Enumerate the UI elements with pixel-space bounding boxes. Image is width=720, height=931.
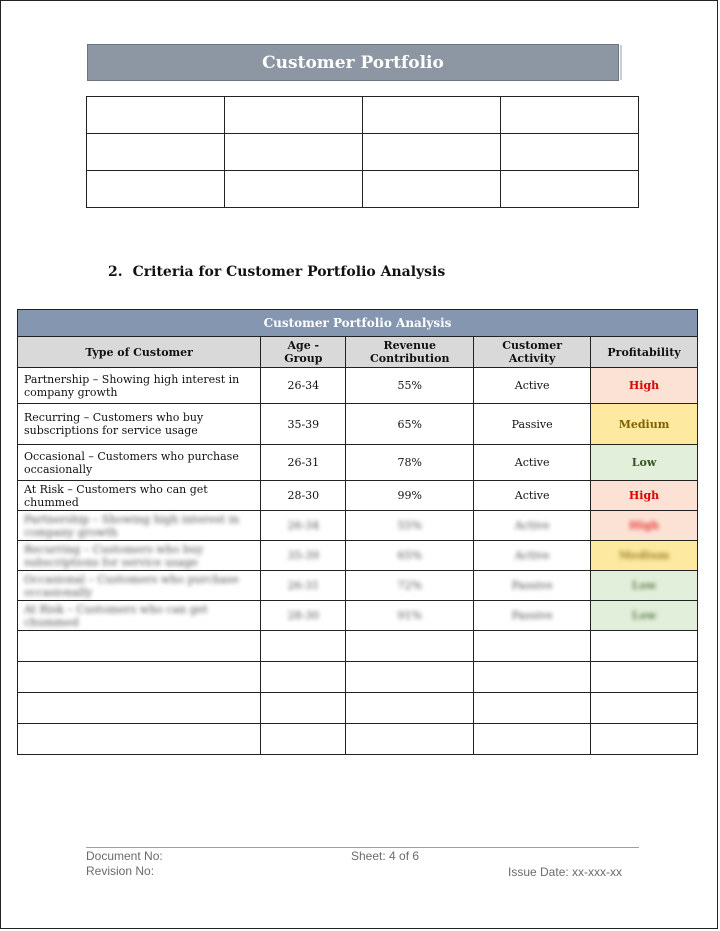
table-row — [18, 481, 698, 511]
issue-date: Issue Date: xx-xxx-xx — [508, 865, 623, 879]
table-cell — [591, 693, 698, 724]
section-heading — [108, 264, 445, 280]
table-cell — [591, 662, 698, 693]
table-row — [87, 134, 639, 171]
cell-age: 35-39 — [261, 404, 346, 445]
cell-age: 28-30 — [261, 481, 346, 511]
blurred-text: Active — [514, 519, 550, 532]
cell-type: Recurring – Customers who buy subscriptions for service usage — [18, 404, 261, 445]
header-customer-activity: Customer Activity — [474, 337, 591, 368]
cell-age: 26-31 — [261, 445, 346, 481]
table-cell — [224, 97, 362, 134]
table-row — [18, 404, 698, 445]
blurred-text: 91% — [397, 609, 422, 622]
cell-age — [261, 571, 346, 601]
cell-type — [18, 541, 261, 571]
table-cell — [224, 134, 362, 171]
table-caption-row — [18, 310, 698, 337]
cell-profitability — [591, 571, 698, 601]
blurred-text: Low — [631, 579, 657, 592]
cell-activity: Active — [474, 368, 591, 404]
cell-profitability: Low — [591, 445, 698, 481]
cell-type — [18, 511, 261, 541]
table-cell — [474, 724, 591, 755]
table-cell — [591, 724, 698, 755]
table-cell — [224, 171, 362, 208]
table-header-row — [18, 337, 698, 368]
blurred-text: 72% — [397, 579, 422, 592]
cell-profitability — [591, 541, 698, 571]
table-row — [18, 601, 698, 631]
section-number: 2. — [108, 264, 123, 280]
cell-type: Partnership – Showing high interest in company growth — [18, 368, 261, 404]
header-profitability: Profitability — [591, 337, 698, 368]
blurred-text: 65% — [397, 549, 422, 562]
banner-title: Customer Portfolio — [262, 52, 444, 73]
table-row — [18, 445, 698, 481]
blurred-text: 28-30 — [287, 609, 320, 622]
table-cell — [346, 724, 474, 755]
table-cell — [501, 171, 639, 208]
cell-activity — [474, 511, 591, 541]
cell-profitability — [591, 511, 698, 541]
table-cell — [87, 171, 225, 208]
cell-type: Occasional – Customers who purchase occasionally — [18, 445, 261, 481]
portfolio-banner — [87, 44, 619, 81]
cell-profitability: Medium — [591, 404, 698, 445]
table-cell — [591, 631, 698, 662]
cell-age — [261, 541, 346, 571]
table-cell — [346, 662, 474, 693]
table-caption: Customer Portfolio Analysis — [18, 310, 698, 337]
blurred-text: 26-31 — [287, 579, 320, 592]
blurred-text: 26-34 — [287, 519, 320, 532]
table-row — [18, 368, 698, 404]
blurred-text: High — [628, 519, 660, 532]
table-cell — [362, 171, 501, 208]
table-cell — [18, 662, 261, 693]
blurred-text: Recurring – Customers who buy subscriptions for service usage — [24, 542, 204, 569]
table-cell — [18, 724, 261, 755]
blurred-text: Passive — [511, 609, 553, 622]
table-row — [87, 171, 639, 208]
empty-row — [18, 693, 698, 724]
cell-revenue: 99% — [346, 481, 474, 511]
table-cell — [87, 134, 225, 171]
empty-row — [18, 631, 698, 662]
cell-age — [261, 511, 346, 541]
cell-type — [18, 571, 261, 601]
cell-revenue: 65% — [346, 404, 474, 445]
table-row — [18, 571, 698, 601]
table-row — [18, 541, 698, 571]
table-cell — [18, 693, 261, 724]
footer-divider — [86, 847, 639, 848]
cell-revenue: 55% — [346, 368, 474, 404]
blurred-text: 35-39 — [287, 549, 320, 562]
header-age-group: Age - Group — [261, 337, 346, 368]
cell-activity: Passive — [474, 404, 591, 445]
cell-activity — [474, 601, 591, 631]
table-cell — [261, 693, 346, 724]
cell-age: 26-34 — [261, 368, 346, 404]
empty-row — [18, 662, 698, 693]
document-number: Document No: — [86, 849, 163, 863]
table-cell — [474, 693, 591, 724]
table-cell — [474, 662, 591, 693]
cell-activity — [474, 571, 591, 601]
cell-type: At Risk – Customers who can get chummed — [18, 481, 261, 511]
cell-profitability — [591, 601, 698, 631]
cell-revenue — [346, 601, 474, 631]
table-cell — [87, 97, 225, 134]
table-cell — [501, 97, 639, 134]
blurred-text: At Risk – Customers who can get chummed — [24, 602, 208, 629]
table-cell — [362, 134, 501, 171]
table-cell — [18, 631, 261, 662]
header-revenue-contribution: Revenue Contribution — [346, 337, 474, 368]
sheet-number: Sheet: 4 of 6 — [351, 849, 420, 863]
blurred-text: 55% — [397, 519, 422, 532]
table-cell — [261, 662, 346, 693]
table-cell — [346, 693, 474, 724]
blurred-text: Occasional – Customers who purchase occasionally — [24, 572, 239, 599]
cell-profitability: High — [591, 368, 698, 404]
table-cell — [501, 134, 639, 171]
cell-age — [261, 601, 346, 631]
table-cell — [474, 631, 591, 662]
blurred-text: Low — [631, 609, 657, 622]
table-cell — [362, 97, 501, 134]
cell-activity: Active — [474, 481, 591, 511]
cell-activity — [474, 541, 591, 571]
table-row — [87, 97, 639, 134]
cell-revenue — [346, 541, 474, 571]
cell-activity: Active — [474, 445, 591, 481]
portfolio-analysis-table — [17, 309, 698, 755]
revision-number: Revision No: — [86, 864, 155, 878]
header-type-of-customer: Type of Customer — [18, 337, 261, 368]
blurred-text: Active — [514, 549, 550, 562]
blurred-text: Passive — [511, 579, 553, 592]
section-title: Criteria for Customer Portfolio Analysis — [132, 264, 446, 280]
cell-type — [18, 601, 261, 631]
blank-info-table — [86, 96, 639, 208]
cell-revenue: 78% — [346, 445, 474, 481]
table-cell — [346, 631, 474, 662]
blurred-text: Medium — [618, 549, 670, 562]
table-cell — [261, 631, 346, 662]
cell-revenue — [346, 571, 474, 601]
blurred-text: Partnership – Showing high interest in company growth — [24, 512, 240, 539]
table-row — [18, 511, 698, 541]
table-cell — [261, 724, 346, 755]
cell-profitability: High — [591, 481, 698, 511]
empty-row — [18, 724, 698, 755]
cell-revenue — [346, 511, 474, 541]
